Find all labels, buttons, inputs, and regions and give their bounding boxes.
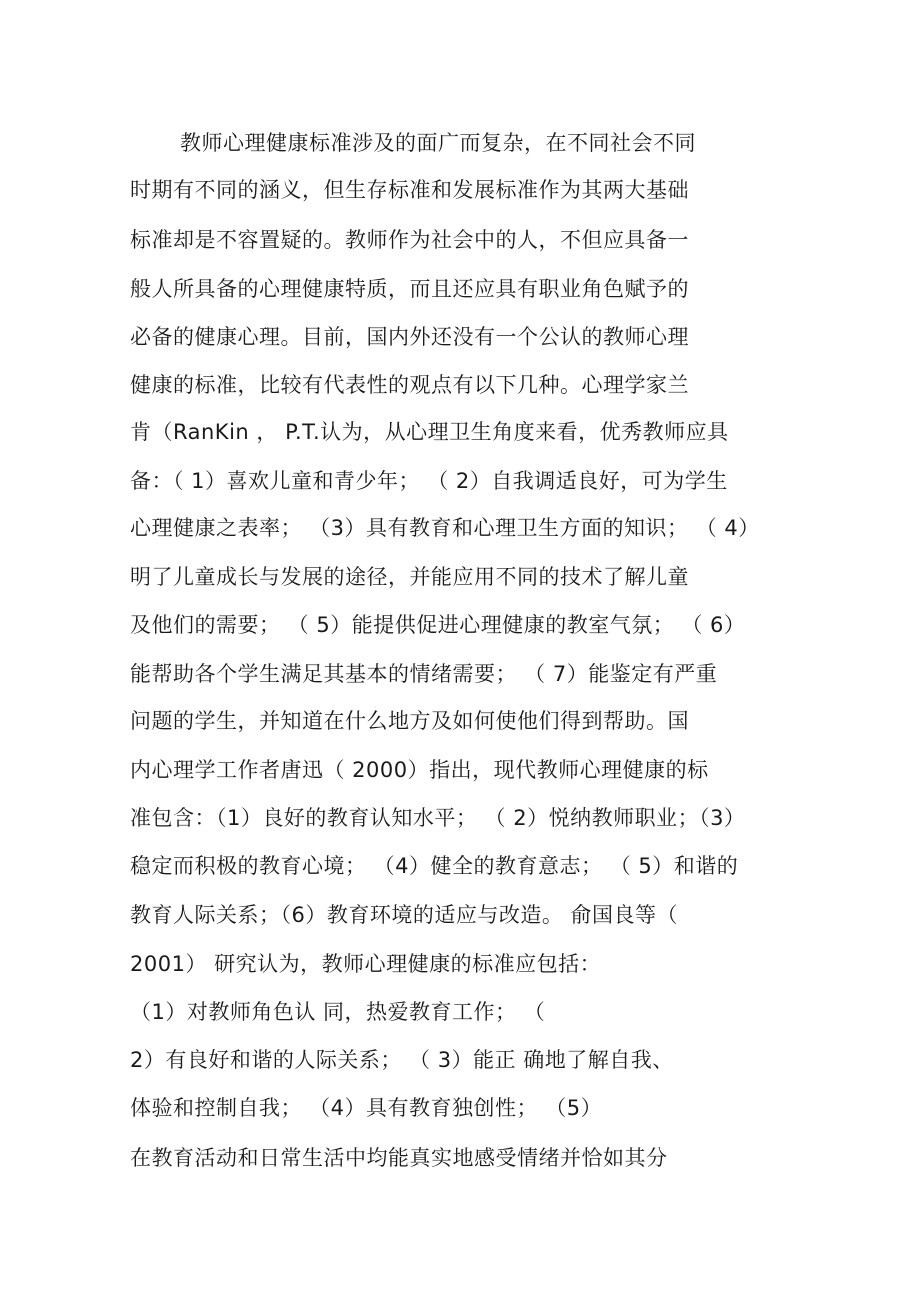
paragraph-line: 2001） 研究认为，教师心理健康的标准应包括： [130, 952, 602, 976]
paragraph-line: 必备的健康心理。目前，国内外还没有一个公认的教师心理 [130, 325, 689, 349]
paragraph-line: 般人所具备的心理健康特质，而且还应具有职业角色赋予的 [130, 277, 689, 301]
paragraph-line: 准包含：（1）良好的教育认知水平； （ 2）悦纳教师职业；（3） [130, 806, 746, 830]
paragraph-line: 心理健康之表率； （3）具有教育和心理卫生方面的知识； （ 4） [130, 516, 760, 540]
paragraph-line: 及他们的需要； （ 5）能提供促进心理健康的教室气氛； （ 6） [130, 613, 746, 637]
paragraph-line: 在教育活动和日常生活中均能真实地感受情绪并恰如其分 [130, 1146, 668, 1170]
paragraph-line: 健康的标准，比较有代表性的观点有以下几种。心理学家兰 [130, 373, 689, 397]
paragraph-line: 明了儿童成长与发展的途径，并能应用不同的技术了解儿童 [130, 565, 689, 589]
paragraph-line: 教师心理健康标准涉及的面广而复杂，在不同社会不同 [180, 131, 696, 155]
paragraph-line: 体验和控制自我； （4）具有教育独创性； （5） [130, 1096, 603, 1120]
paragraph-line: 标准却是不容置疑的。教师作为社会中的人，不但应具备一 [130, 228, 689, 252]
paragraph-line: 问题的学生，并知道在什么地方及如何使他们得到帮助。国 [130, 709, 689, 733]
paragraph-line: 能帮助各个学生满足其基本的情绪需要； （ 7）能鉴定有严重 [130, 662, 718, 686]
paragraph-line: 内心理学工作者唐迅（ 2000）指出，现代教师心理健康的标 [130, 758, 709, 782]
paragraph-line: 备：（ 1）喜欢儿童和青少年； （ 2）自我调适良好，可为学生 [130, 469, 728, 493]
paragraph-line: 教育人际关系；（6）教育环境的适应与改造。 俞国良等（ [130, 903, 679, 927]
paragraph-line: 肯（RanKin ， P.T.认为，从心理卫生角度来看，优秀教师应具 [130, 420, 729, 444]
paragraph-line: 2）有良好和谐的人际关系； （ 3）能正 确地了解自我、 [130, 1048, 674, 1072]
paragraph-line: 时期有不同的涵义，但生存标准和发展标准作为其两大基础 [130, 178, 689, 202]
paragraph-line: （1）对教师角色认 同，热爱教育工作； （ [130, 1000, 546, 1024]
paragraph-line: 稳定而积极的教育心境； （4）健全的教育意志； （ 5）和谐的 [130, 854, 739, 878]
